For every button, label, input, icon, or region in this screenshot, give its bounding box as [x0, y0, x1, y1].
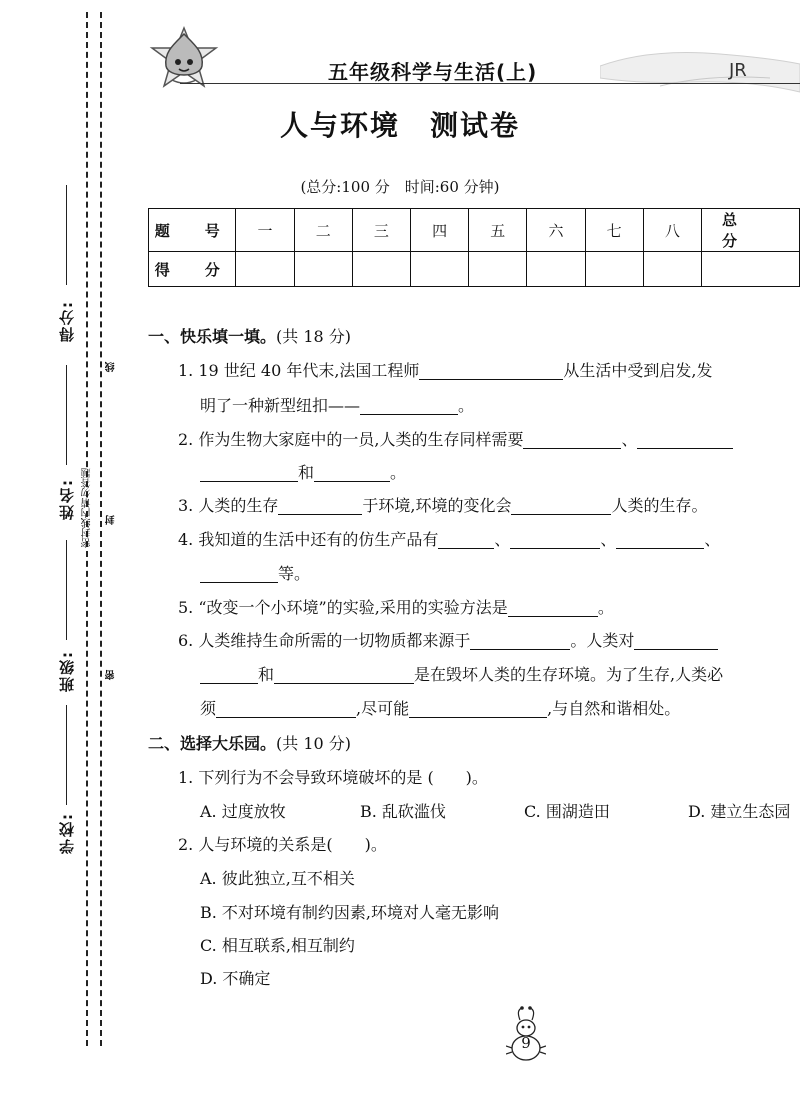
q6-text-d: 是在毁坏人类的生存环境。为了生存,人类必: [414, 665, 724, 684]
q2-line1: [178, 427, 733, 450]
column-4: 四: [411, 209, 469, 252]
column-3: 三: [352, 209, 410, 252]
star-mascot-logo: [142, 22, 226, 98]
q3-text-c: 人类的生存。: [611, 496, 708, 515]
section2-points: (共 10 分): [276, 734, 352, 753]
score-cell[interactable]: [585, 252, 643, 287]
q6-text-c: 和: [258, 665, 275, 684]
q2-text-d: 。: [390, 463, 407, 482]
mc-q2-option-a[interactable]: A. 彼此独立,互不相关: [200, 869, 355, 888]
score-cell[interactable]: [469, 252, 527, 287]
mc-q2: 2. 人与环境的关系是( )。: [178, 835, 387, 854]
score-cell[interactable]: [527, 252, 585, 287]
q6-text-b: 。人类对: [570, 631, 635, 650]
q6-blank-3[interactable]: [200, 665, 258, 684]
q2-line2: [200, 460, 406, 483]
q6-text-f: ,尽可能: [356, 699, 410, 718]
class-field-line: [66, 540, 67, 640]
q1-text-d: 。: [458, 396, 475, 415]
q1-blank-button[interactable]: [360, 396, 458, 415]
total-label: 总 分: [701, 209, 799, 252]
q4-text-d: 、: [704, 530, 721, 549]
column-2: 二: [294, 209, 352, 252]
q4-text-e: 等。: [278, 564, 311, 583]
mc-q2-option-d[interactable]: D. 不确定: [200, 969, 271, 988]
q2-blank-4[interactable]: [314, 463, 390, 482]
q2-text-b: 、: [621, 430, 638, 449]
score-cell[interactable]: [352, 252, 410, 287]
q4-blank-4[interactable]: [200, 564, 278, 583]
exam-meta: (总分:100 分 时间:60 分钟): [300, 178, 500, 196]
score-cell[interactable]: [236, 252, 294, 287]
mc-q1-option-a[interactable]: A. 过度放牧: [200, 802, 286, 821]
seal-notice: 密封线内请勿答题: [82, 468, 93, 548]
exam-title: 人与环境 测试卷: [279, 109, 520, 142]
publisher-mark: JR: [729, 60, 747, 81]
q5-text-a: 5. “改变一个小环境”的实验,采用的实验方法是: [178, 598, 508, 617]
column-8: 八: [643, 209, 701, 252]
q3-text-b: 于环境,环境的变化会: [362, 496, 512, 515]
school-field-label: 学校:: [58, 812, 76, 854]
q1-line2: [200, 393, 474, 416]
q6-text-g: ,与自然和谐相处。: [547, 699, 681, 718]
series-title: 五年级科学与生活(上): [328, 60, 538, 84]
q2-blank-3[interactable]: [200, 463, 298, 482]
q3-text-a: 3. 人类的生存: [178, 496, 279, 515]
q2-text-a: 2. 作为生物大家庭中的一员,人类的生存同样需要: [178, 430, 524, 449]
q2-blank-2[interactable]: [637, 430, 733, 449]
score-table-header-row: [149, 209, 800, 252]
q3-blank-2[interactable]: [511, 496, 611, 515]
q5-blank[interactable]: [508, 598, 598, 617]
mc-q1-option-b[interactable]: B. 乱砍滥伐: [360, 802, 446, 821]
q1-text-c: 明了一种新型纽扣——: [200, 396, 361, 415]
q1-text-a: 1. 19 世纪 40 年代末,法国工程师: [178, 361, 420, 380]
column-6: 六: [527, 209, 585, 252]
name-field-label: 姓名:: [58, 478, 76, 520]
mc-q2-option-b[interactable]: B. 不对环境有制约因素,环境对人毫无影响: [200, 903, 500, 922]
section1-points: (共 18 分): [276, 327, 352, 346]
q4-text-a: 4. 我知道的生活中还有的仿生产品有: [178, 530, 439, 549]
q6-text-e: 须: [200, 699, 217, 718]
section1-title: 一、快乐填一填。: [148, 327, 277, 346]
score-field-line: [66, 185, 67, 285]
column-5: 五: [469, 209, 527, 252]
score-field-label: 得分:: [58, 300, 76, 342]
seal-char-line: 线: [106, 362, 117, 372]
mc-q1-option-d[interactable]: D. 建立生态园: [688, 802, 791, 821]
q5-line: [178, 595, 614, 618]
q4-text-c: 、: [600, 530, 617, 549]
q6-text-a: 6. 人类维持生命所需的一切物质都来源于: [178, 631, 471, 650]
section1-heading: [148, 324, 351, 347]
q6-blank-6[interactable]: [409, 699, 547, 718]
question-number-label: 题 号: [149, 209, 236, 252]
q6-blank-2[interactable]: [634, 631, 718, 650]
q5-text-b: 。: [597, 598, 614, 617]
q6-line3: [200, 696, 680, 719]
q3-line: [178, 493, 707, 516]
total-score-cell[interactable]: [701, 252, 799, 287]
q4-blank-2[interactable]: [510, 530, 600, 549]
q1-line1: [178, 358, 713, 381]
score-cell[interactable]: [411, 252, 469, 287]
school-field-line: [66, 705, 67, 805]
q1-blank-engineer[interactable]: [419, 361, 563, 380]
mc-q2-option-c[interactable]: C. 相互联系,相互制约: [200, 936, 355, 955]
score-cell[interactable]: [294, 252, 352, 287]
q6-blank-4[interactable]: [274, 665, 414, 684]
score-table: [148, 208, 800, 287]
q4-blank-3[interactable]: [616, 530, 704, 549]
page-number: 9: [521, 1034, 531, 1052]
q6-line2: [200, 662, 723, 685]
q2-blank-1[interactable]: [523, 430, 621, 449]
score-cell[interactable]: [643, 252, 701, 287]
mc-q1-option-c[interactable]: C. 围湖造田: [524, 802, 610, 821]
q3-blank-1[interactable]: [278, 496, 362, 515]
class-field-label: 班级:: [58, 650, 76, 692]
q1-text-b: 从生活中受到启发,发: [563, 361, 713, 380]
q4-line2: [200, 561, 310, 584]
q2-text-c: 和: [298, 463, 315, 482]
binding-dashed-line-inner: [100, 12, 102, 1046]
mc-q1: 1. 下列行为不会导致环境破坏的是 ( )。: [178, 768, 488, 787]
score-row-label: 得 分: [149, 252, 236, 287]
score-table-score-row: [149, 252, 800, 287]
column-7: 七: [585, 209, 643, 252]
column-1: 一: [236, 209, 294, 252]
q6-blank-1[interactable]: [470, 631, 570, 650]
header-banner-swoosh: [600, 44, 800, 94]
q4-blank-1[interactable]: [438, 530, 494, 549]
section2-title: 二、选择大乐园。: [148, 734, 277, 753]
q4-text-b: 、: [494, 530, 511, 549]
seal-char-seal: 封: [106, 515, 117, 525]
q4-line1: [178, 527, 720, 550]
seal-char-secret: 密: [106, 670, 117, 680]
section2-heading: [148, 731, 351, 754]
q6-blank-5[interactable]: [216, 699, 356, 718]
q6-line1: [178, 628, 718, 651]
name-field-line: [66, 365, 67, 465]
